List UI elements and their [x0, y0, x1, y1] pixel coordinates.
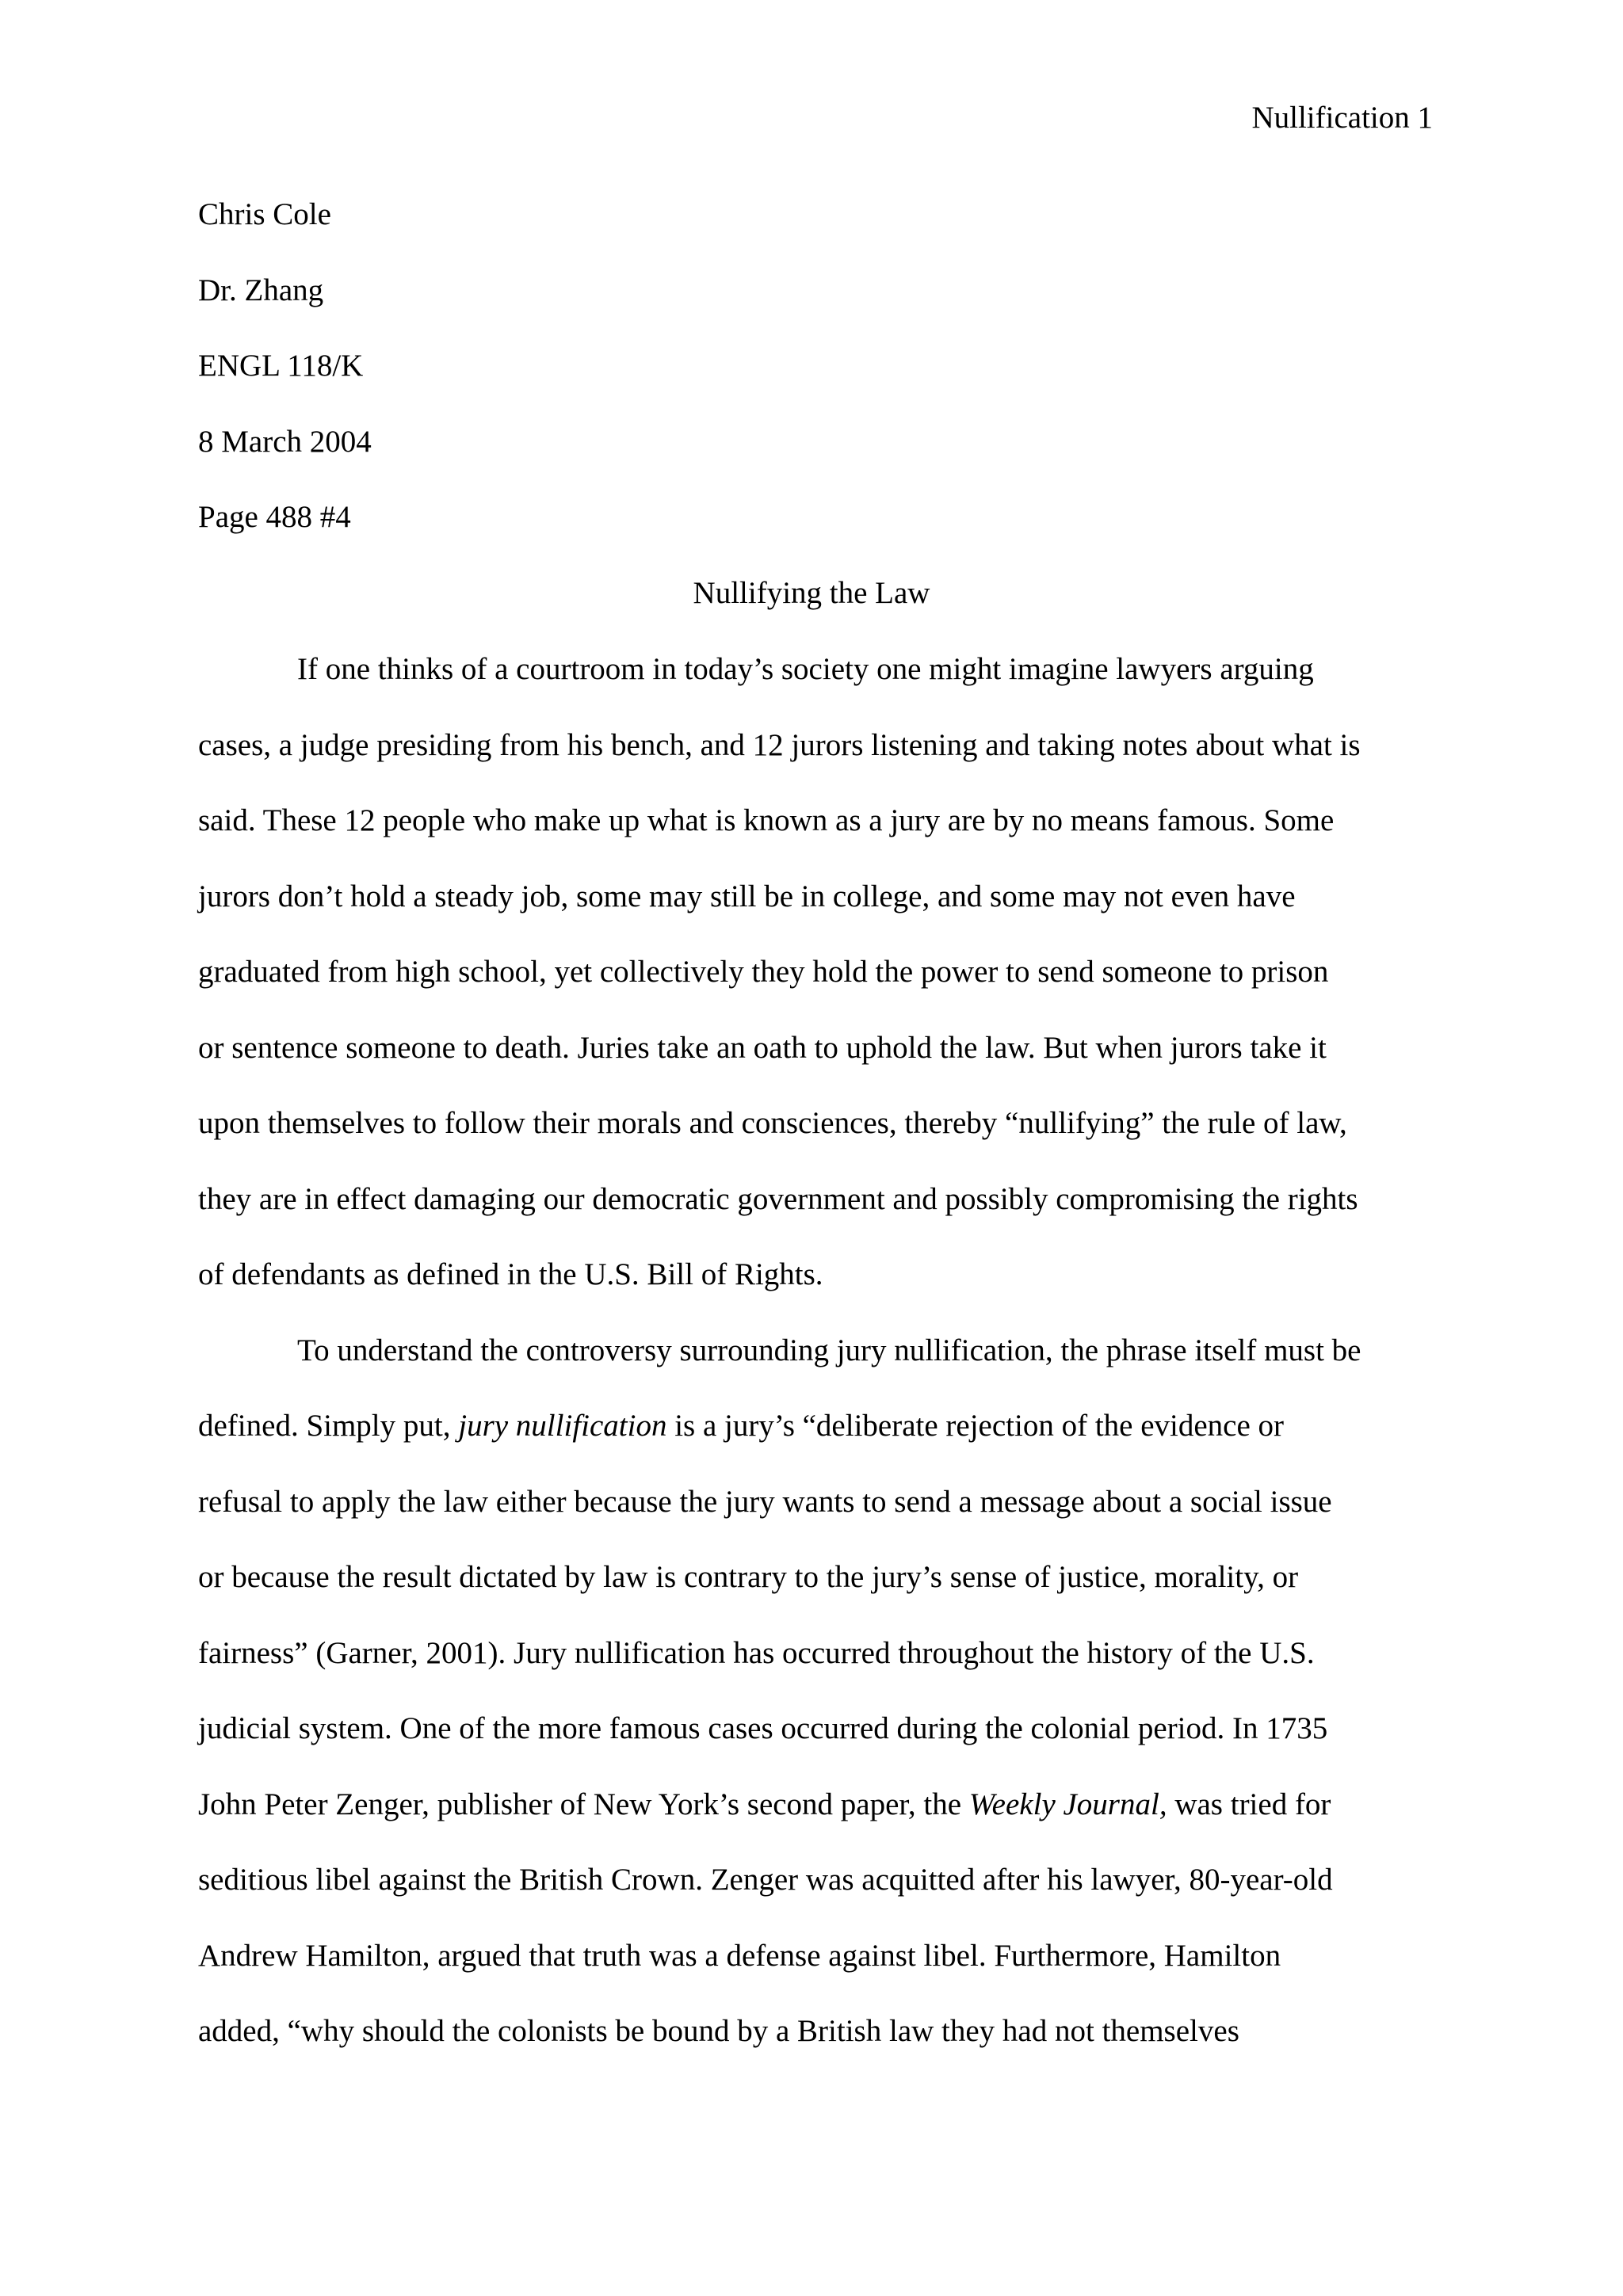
text-run: jurors don’t hold a steady job, some may still be in college, and some may not even have [198, 879, 1296, 913]
running-head: Nullification 1 [1251, 101, 1433, 135]
paragraph-2-line-6 [198, 1709, 1361, 1785]
course-code: ENGL 118/K [198, 349, 364, 383]
text-run: of defendants as defined in the U.S. Bill of Rights. [198, 1257, 823, 1291]
text-run: To understand the controversy surrounding jury nullification, the phrase itself must be [297, 1333, 1361, 1367]
instructor-name: Dr. Zhang [198, 273, 324, 307]
paragraph-2-line-10 [198, 2012, 1361, 2088]
text-run: said. These 12 people who make up what is known as a jury are by no means famous. Some [198, 803, 1335, 837]
text-run: graduated from high school, yet collectively they hold the power to send someone to prison [198, 955, 1329, 989]
text-run: upon themselves to follow their morals and consciences, thereby “nullifying” the rule of law, [198, 1106, 1347, 1140]
paragraph-1-line-3 [198, 801, 1361, 877]
text-run: John Peter Zenger, publisher of New York’s second paper, the [198, 1787, 969, 1821]
paper-title: Nullifying the Law [693, 576, 930, 610]
text-run: added, “why should the colonists be bound by a British law they had not themselves [198, 2014, 1239, 2048]
text-run: cases, a judge presiding from his bench, and 12 jurors listening and taking notes about what is [198, 727, 1361, 762]
paragraph-2-line-8 [198, 1860, 1361, 1936]
text-run: defined. Simply put, [198, 1409, 459, 1443]
body-text [198, 650, 1361, 2088]
paragraph-2-line-2 [198, 1406, 1361, 1482]
text-run: fairness” (Garner, 2001). Jury nullification has occurred throughout the history of the U.S. [198, 1635, 1315, 1670]
paragraph-1-line-7 [198, 1104, 1361, 1180]
paragraph-1-line-8 [198, 1180, 1361, 1256]
paragraph-1-line-9 [198, 1255, 1361, 1331]
assignment-label: Page 488 #4 [198, 500, 351, 534]
text-run: If one thinks of a courtroom in today’s society one might imagine lawyers arguing [297, 652, 1314, 686]
paragraph-1-line-4 [198, 877, 1361, 953]
paragraph-2-line-1 [198, 1331, 1361, 1407]
text-run: was tried for [1167, 1787, 1331, 1821]
text-run-group [198, 1406, 1284, 1446]
paper-date: 8 March 2004 [198, 424, 372, 459]
text-run: or sentence someone to death. Juries take an oath to uphold the law. But when jurors take it [198, 1030, 1327, 1065]
heading-block [198, 195, 372, 574]
paragraph-2-line-5 [198, 1634, 1361, 1710]
paragraph-2-line-3 [198, 1482, 1361, 1558]
text-run: or because the result dictated by law is contrary to the jury’s sense of justice, morality, or [198, 1560, 1299, 1594]
paragraph-1-line-1 [198, 650, 1361, 726]
paragraph-2-line-7 [198, 1785, 1361, 1861]
paragraph-1-line-2 [198, 726, 1361, 802]
text-run: is a jury’s “deliberate rejection of the evidence or [666, 1409, 1285, 1443]
author-name: Chris Cole [198, 197, 331, 231]
text-run: Andrew Hamilton, argued that truth was a defense against libel. Furthermore, Hamilton [198, 1938, 1281, 1973]
paragraph-1-line-5 [198, 952, 1361, 1028]
text-run: they are in effect damaging our democratic government and possibly compromising the rights [198, 1181, 1358, 1216]
text-run: judicial system. One of the more famous cases occurred during the colonial period. In 1735 [198, 1711, 1328, 1745]
text-run-group [198, 1785, 1331, 1825]
paragraph-2-line-9 [198, 1936, 1361, 2012]
journal-title: Weekly Journal, [968, 1787, 1167, 1821]
text-run: seditious libel against the British Crown. Zenger was acquitted after his lawyer, 80-year-old [198, 1863, 1333, 1897]
paragraph-1-line-6 [198, 1028, 1361, 1104]
defined-term: jury nullification [458, 1409, 667, 1443]
text-run: refusal to apply the law either because the jury wants to send a message about a social issue [198, 1484, 1332, 1519]
paragraph-2-line-4 [198, 1558, 1361, 1634]
